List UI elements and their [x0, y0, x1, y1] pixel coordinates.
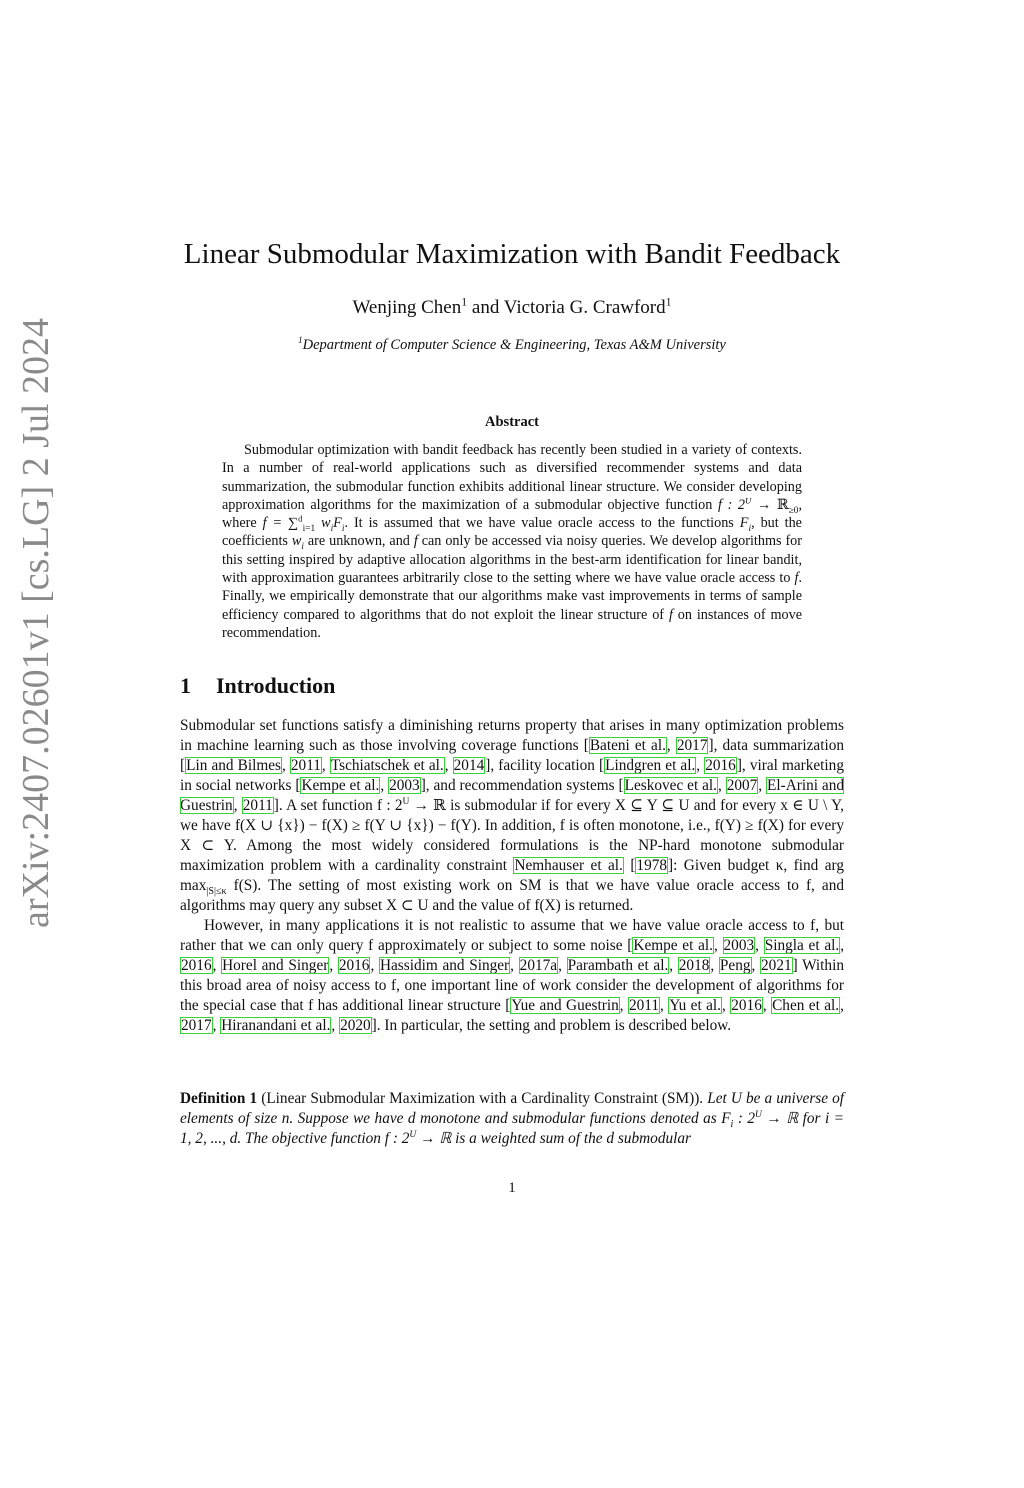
paper-title: Linear Submodular Maximization with Bandit Feedback — [183, 238, 841, 270]
citation-year-link[interactable]: 2011 — [242, 797, 273, 814]
citation-year-link[interactable]: 2011 — [290, 757, 321, 774]
citation-year-link[interactable]: 2014 — [453, 757, 485, 774]
citation-link[interactable]: Peng — [719, 957, 751, 974]
section-number: 1 — [180, 673, 191, 698]
section-heading — [180, 673, 335, 699]
citation-link[interactable]: Singla et al. — [764, 937, 840, 954]
citation-year-link[interactable]: 2017a — [519, 957, 558, 974]
page-number: 1 — [508, 1180, 516, 1196]
definition-label: Definition 1 — [180, 1090, 258, 1107]
author-line: Wenjing Chen$^1$ and Victoria G. Crawford$^1$ — [352, 295, 672, 318]
citation-link[interactable]: Lindgren et al. — [605, 757, 696, 774]
citation-link[interactable]: Chen et al. — [772, 997, 840, 1014]
arxiv-stamp-text: arXiv:2407.02601v1 [cs.LG] 2 Jul 2024 — [15, 317, 57, 928]
citation-year-link[interactable]: 2021 — [761, 957, 792, 974]
citation-year-link[interactable]: 2011 — [628, 997, 659, 1014]
arxiv-stamp — [14, 317, 74, 1488]
citation-link[interactable]: Parambath et al. — [567, 957, 669, 974]
citation-link[interactable]: Horel and Singer — [222, 957, 329, 974]
abstract-body: Submodular optimization with bandit feedback has recently been studied in a variety of contexts. In a number of real-world applications such as diversified recommender systems and data summarization, the submodular function exhibits additional linear structure. We consider developing approximation algorithms for the maximization of a submodular objective function f : $2^U$ → ℝ$_{\ge 0}$, where f = ∑$^d_{i=1}$ $w_iF_i$. It is assumed that we have value oracle access to the functions $F_i$, but the coefficients $w_i$ are unknown, and f can only be accessed via noisy queries. We develop algorithms for this setting inspired by adaptive allocation algorithms in the best-arm identification for linear bandit, with approximation guarantees arbitrarily close to the setting where we have value oracle access to f. Finally, we empirically demonstrate that our algorithms make vast improvements in terms of sample efficiency compared to algorithms that do not exploit the linear structure of f on instances of move recommendation. — [222, 442, 803, 641]
intro-paragraph-1: Submodular set functions satisfy a diminishing returns property that arises in many optimization problems in machine learning such as those involving coverage functions [Bateni et al., 2017], data summarization [Lin and Bilmes, 2011, Tschiatschek et al., 2014], facility location [Lindgren et al., 2016], viral marketing in social networks [Kempe et al., 2003], and recommendation systems [Leskovec et al., 2007, El-Arini and Guestrin, 2011]. A set function f : $2^U$ → ℝ is submodular if for every X ⊆ Y ⊆ U and for every x ∈ U \ Y, we have f(X ∪ {x}) − f(X) ≥ f(Y ∪ {x}) − f(Y). In addition, f is often monotone, i.e., f(Y) ≥ f(X) for every X ⊂ Y. Among the most widely considered formulations is the NP-hard monotone submodular maximization problem with a cardinality constraint Nemhauser et al. [1978]: Given budget κ, find arg $\max_{|S|\le\kappa} f(S)$. The setting of most existing work on SM is that we have value oracle access to f, and algorithms may query any subset X ⊂ U and the value of f(X) is returned. — [180, 717, 845, 914]
citation-link[interactable]: Leskovec et al. — [624, 777, 717, 794]
citation-year-link[interactable]: 2003 — [723, 937, 755, 954]
abstract-heading: Abstract — [485, 414, 539, 430]
citation-year-link[interactable]: 2018 — [678, 957, 710, 974]
citation-link[interactable]: Nemhauser et al. — [514, 857, 623, 874]
citation-year-link[interactable]: 2016 — [181, 957, 212, 974]
citation-year-link[interactable]: 2016 — [338, 957, 370, 974]
citation-year-link[interactable]: 2017 — [181, 1017, 212, 1034]
definition-1: Definition 1 (Linear Submodular Maximization with a Cardinality Constraint (SM)). Let U be a universe of elements of size n. Suppose we have d monotone and submodular functions denoted as $F_i$ : $2^U$ → ℝ for i = 1, 2, ..., d. The objective function f : $2^U$ → ℝ is a weighted sum of the d submodular — [180, 1090, 844, 1147]
citation-link[interactable]: Bateni et al. — [589, 737, 666, 754]
citation-year-link[interactable]: 2020 — [340, 1017, 371, 1034]
author-2: Victoria G. Crawford — [503, 297, 666, 318]
affiliation: $^1$Department of Computer Science & Engineering, Texas A&M University — [298, 335, 726, 353]
author-1: Wenjing Chen — [352, 297, 462, 318]
citation-year-link[interactable]: 2016 — [731, 997, 762, 1014]
citation-link[interactable]: Hiranandani et al. — [221, 1017, 331, 1034]
intro-paragraph-2: However, in many applications it is not realistic to assume that we have value oracle access to f, but rather that we can only query f approximately or subject to some noise [Kempe et al., 2003, Singla et al., 2016, Horel and Singer, 2016, Hassidim and Singer, 2017a, Parambath et al., 2018, Peng, 2021] Within this broad area of noisy access to f, one important line of work consider the development of algorithms for the special case that f has additional linear structure [Yue and Guestrin, 2011, Yu et al., 2016, Chen et al., 2017, Hiranandani et al., 2020]. In particular, the setting and problem is described below. — [180, 917, 845, 1034]
citation-link[interactable]: Kempe et al. — [633, 937, 713, 954]
citation-link[interactable]: Yu et al. — [669, 997, 721, 1014]
citation-year-link[interactable]: 2017 — [676, 737, 708, 754]
intro-body — [180, 716, 844, 1036]
citation-link[interactable]: El-Arini and Guestrin — [180, 777, 844, 814]
citation-link[interactable]: Lin and Bilmes — [186, 757, 281, 774]
section-title: Introduction — [216, 673, 336, 698]
citation-link[interactable]: Tschiatschek et al. — [330, 757, 444, 774]
citation-year-link[interactable]: 1978 — [636, 857, 668, 874]
citation-year-link[interactable]: 2016 — [705, 757, 736, 774]
citation-year-link[interactable]: 2007 — [726, 777, 758, 794]
citation-link[interactable]: Yue and Guestrin — [511, 997, 619, 1014]
citation-link[interactable]: Kempe et al. — [301, 777, 380, 794]
citation-year-link[interactable]: 2003 — [389, 777, 420, 794]
citation-link[interactable]: Hassidim and Singer — [379, 957, 510, 974]
